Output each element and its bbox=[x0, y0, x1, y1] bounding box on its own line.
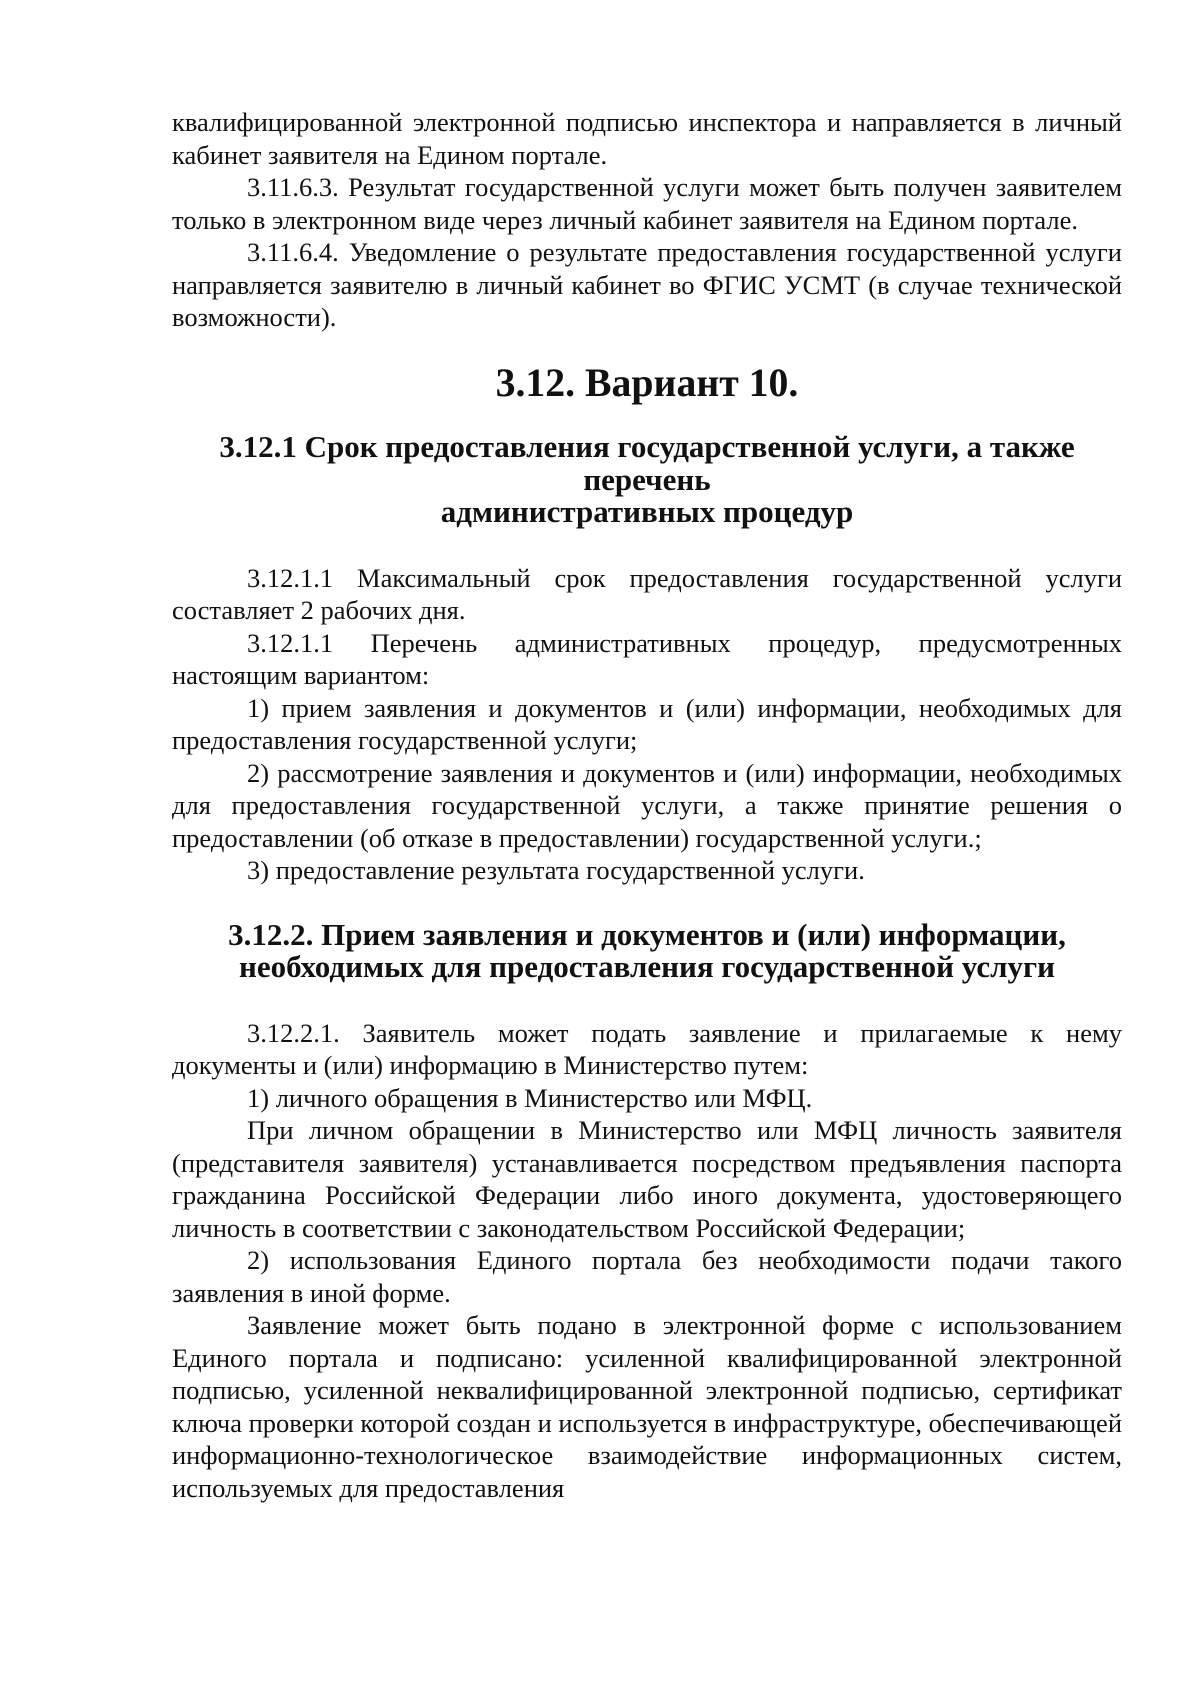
list-item-2: 2) рассмотрение заявления и документов и (или) информации, необходимых для предоставления государственной услуги, а также принятие решения о предоставлении (об отказе в предоставлении) государственной услуги.; bbox=[172, 757, 1122, 853]
subsection-heading-3-12-2-line1: 3.12.2. Прием заявления и документов и (или) информации, bbox=[228, 916, 1066, 952]
paragraph-3-11-6-4: 3.11.6.4. Уведомление о результате предоставления государственной услуги направляется заявителю в личный кабинет во ФГИС УСМТ (в случае технической возможности). bbox=[172, 237, 1122, 332]
list-item-portal-use: 2) использования Единого портала без необходимости подачи такого заявления в иной форме. bbox=[172, 1245, 1122, 1308]
document-page bbox=[172, 106, 1122, 1504]
paragraph-3-12-1-1-list-intro: 3.12.1.1 Перечень административных процедур, предусмотренных настоящим вариантом: bbox=[172, 627, 1122, 690]
subsection-heading-3-12-2 bbox=[172, 916, 1122, 984]
paragraph-electronic-signature: Заявление может быть подано в электронной форме с использованием Единого портала и подписано: усиленной квалифицированной электронной подписью, усиленной неквалифицированной электронной подписью, сертификат ключа проверки которой создан и используется в инфраструктуре, обеспечивающей информационно-технологическое взаимодействие информационных систем, используемых для предоставления bbox=[172, 1310, 1123, 1503]
subsection-heading-3-12-2-line2: необходимых для предоставления государственной услуги bbox=[239, 949, 1055, 984]
subsection-3-12-2-body bbox=[172, 1017, 1122, 1505]
list-item-3: 3) предоставление результата государственной услуги. bbox=[247, 855, 865, 885]
paragraph-identity-verification: При личном обращении в Министерство или МФЦ личность заявителя (представителя заявителя) устанавливается посредством предъявления паспорта гражданина Российской Федерации либо иного документа, удостоверяющего личность в соответствии с законодательством Российской Федерации; bbox=[172, 1115, 1122, 1243]
list-item-1: 1) прием заявления и документов и (или) информации, необходимых для предоставления государственной услуги; bbox=[172, 692, 1122, 755]
paragraph-3-12-2-1: 3.12.2.1. Заявитель может подать заявление и прилагаемые к нему документы и (или) информацию в Министерство путем: bbox=[172, 1017, 1122, 1080]
paragraph-3-12-1-1-term: 3.12.1.1 Максимальный срок предоставления государственной услуги составляет 2 рабочих дня. bbox=[172, 562, 1122, 625]
paragraph-3-11-6-3: 3.11.6.3. Результат государственной услуги может быть получен заявителем только в электронном виде через личный кабинет заявителя на Едином портале. bbox=[172, 172, 1122, 235]
subsection-heading-3-12-1-line1: 3.12.1 Срок предоставления государственной услуги, а также перечень bbox=[219, 429, 1075, 497]
subsection-heading-3-12-1 bbox=[172, 431, 1122, 529]
subsection-heading-3-12-1-line2: административных процедур bbox=[440, 494, 854, 529]
subsection-3-12-1-body bbox=[172, 562, 1122, 887]
paragraph-continuation: квалифицированной электронной подписью инспектора и направляется в личный кабинет заявителя на Едином портале. bbox=[172, 107, 1122, 170]
section-heading-3-12: 3.12. Вариант 10. bbox=[495, 360, 799, 405]
list-item-personal-visit: 1) личного обращения в Министерство или МФЦ. bbox=[247, 1082, 813, 1113]
